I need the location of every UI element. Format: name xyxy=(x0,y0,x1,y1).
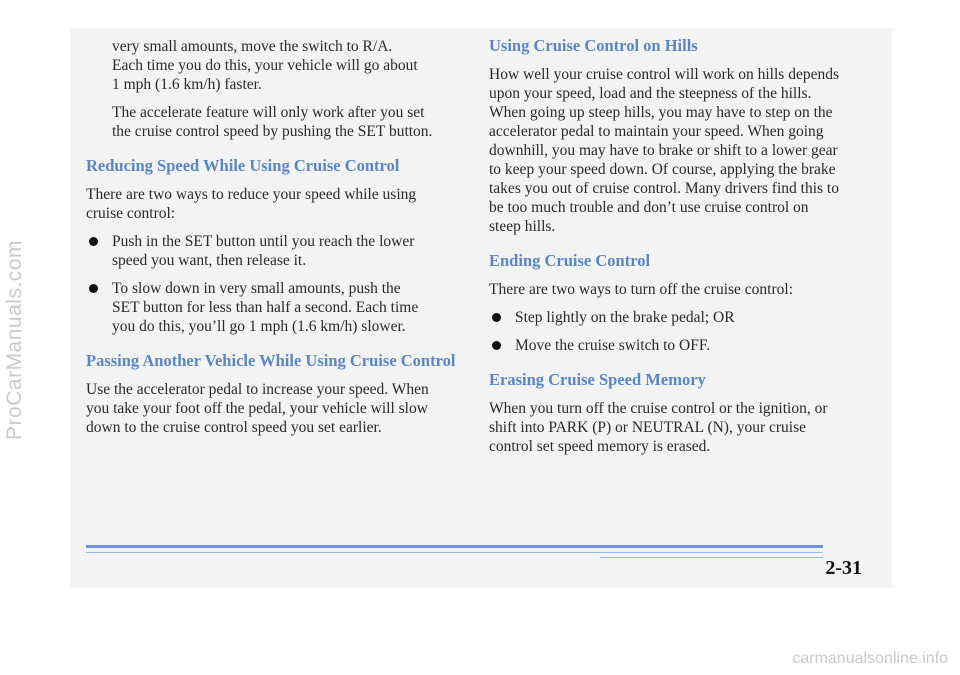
passing-line-2: you take your foot off the pedal, your vehicle will slow xyxy=(86,400,428,417)
hills-line: be too much trouble and don’t use cruise control on xyxy=(489,199,809,216)
side-watermark xyxy=(0,20,30,660)
manual-page xyxy=(70,28,892,588)
bullet-dot xyxy=(492,341,501,350)
erasing-heading: Erasing Cruise Speed Memory xyxy=(489,370,706,389)
hills-line: takes you out of cruise control. Many drivers find this to xyxy=(489,180,839,197)
bullet-dot xyxy=(492,313,501,322)
bullet-dot xyxy=(89,237,98,246)
reducing-intro-2: cruise control: xyxy=(86,205,176,222)
ending-intro: There are two ways to turn off the cruise control: xyxy=(489,281,794,298)
bullet-line: Step lightly on the brake pedal; OR xyxy=(515,309,735,326)
hills-line: How well your cruise control will work on hills depends xyxy=(489,66,839,83)
page-number: 2-31 xyxy=(825,557,862,579)
reducing-bullet-2 xyxy=(86,279,476,336)
bullet-dot xyxy=(89,284,98,293)
passing-line-3: down to the cruise control speed you set earlier. xyxy=(86,419,382,436)
passing-heading: Passing Another Vehicle While Using Cruise Control xyxy=(86,351,456,370)
cont-line-2: Each time you do this, your vehicle will go about xyxy=(112,57,418,74)
bullet-line: Push in the SET button until you reach the lower xyxy=(112,233,415,250)
passing-line-1: Use the accelerator pedal to increase your speed. When xyxy=(86,381,429,398)
right-column xyxy=(489,28,879,456)
hills-line: to keep your speed down. Of course, applying the brake xyxy=(489,161,836,178)
erasing-line: When you turn off the cruise control or the ignition, or xyxy=(489,400,828,417)
bullet-line: speed you want, then release it. xyxy=(112,252,307,269)
footer-rule-thin xyxy=(86,552,823,553)
hills-line: downhill, you may have to brake or shift to a lower gear xyxy=(489,142,838,159)
hills-line: accelerator pedal to maintain your speed. When going xyxy=(489,123,824,140)
hills-line: upon your speed, load and the steepness of the hills. xyxy=(489,85,812,102)
bullet-line: you do this, you’ll go 1 mph (1.6 km/h) slower. xyxy=(112,318,406,335)
bullet-line: SET button for less than half a second. Each time xyxy=(112,299,419,316)
ending-bullet-2 xyxy=(489,336,879,355)
footer-rule-short xyxy=(600,557,823,558)
reducing-bullet-1 xyxy=(86,232,476,270)
left-column xyxy=(86,28,476,437)
footer-watermark: carmanualsonline.info xyxy=(792,650,948,667)
erasing-line: shift into PARK (P) or NEUTRAL (N), your cruise xyxy=(489,419,807,436)
bullet-line: Move the cruise switch to OFF. xyxy=(515,337,711,354)
reducing-intro-1: There are two ways to reduce your speed while using xyxy=(86,186,417,203)
ending-bullet-1 xyxy=(489,308,879,327)
hills-line: When going up steep hills, you may have to step on the xyxy=(489,104,833,121)
accel-line-2: the cruise control speed by pushing the SET button. xyxy=(112,123,433,140)
hills-heading: Using Cruise Control on Hills xyxy=(489,36,698,55)
footer-rule xyxy=(86,545,823,548)
reducing-heading: Reducing Speed While Using Cruise Control xyxy=(86,156,400,175)
cont-line-3: 1 mph (1.6 km/h) faster. xyxy=(112,76,262,93)
watermark-text: ProCarManuals.com xyxy=(3,240,26,440)
hills-line: steep hills. xyxy=(489,218,556,235)
accel-line-1: The accelerate feature will only work after you set xyxy=(112,104,425,121)
erasing-line: control set speed memory is erased. xyxy=(489,438,711,455)
cont-line-1: very small amounts, move the switch to R/A. xyxy=(112,38,393,55)
bullet-line: To slow down in very small amounts, push the xyxy=(112,280,401,297)
ending-heading: Ending Cruise Control xyxy=(489,251,651,270)
